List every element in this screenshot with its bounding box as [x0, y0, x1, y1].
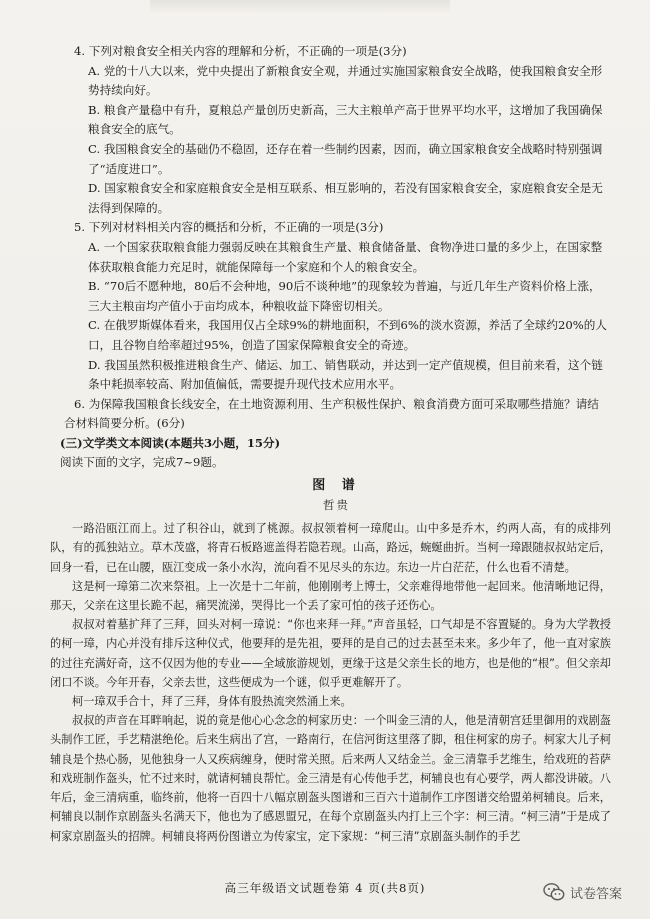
question-6: 6. 为保障我国粮食长线安全，在土地资源利用、生产积极性保护、粮食消费方面可采取哪些措施？请结合材料简要分析。(6分) — [64, 396, 599, 431]
watermark — [543, 882, 622, 902]
q4-option-a: A. 党的十八大以来，党中央提出了新粮食安全观，并通过实施国家粮食安全战略，使我国粮食安全形势持续向好。 — [88, 63, 603, 98]
q4-option-b: B. 粮食产量稳中有升，夏粮总产量创历史新高，三大主粮单产高于世界平均水平，这增加了我国确保粮食安全的底气。 — [88, 102, 603, 137]
story-author: 哲贵 — [323, 497, 350, 512]
story-paragraph: 叔叔的声音在耳畔响起，说的竟是他心心念念的柯家历史：一个叫金三清的人，他是清朝宫廷里御用的戏剧盔头制作工匠，手艺精湛绝伦。后来生病出了宫，一路南行，在信河街这里落了脚，租住柯家的房子。柯家大儿子柯辅良是个热心肠，见他独身一人又疾病缠身，便时常关照。后来两人又结金兰。金三清靠手艺维生，给戏班的苔萨和戏班制作盔头，忙不过来时，就请柯辅良帮忙。金三清是有心传他手艺，柯辅良也有心要学，两人都没讲破。八年后，金三清病重，临终前，他将一百四十八幅京剧盔头图谱和三百六十道制作工序图谱交给盟弟柯辅良。后来，柯辅良以制作京剧盔头名满天下，他也为了感恩盟兄，在每个京剧盔头内打上三个字：柯三清。“柯三清”于是成了柯家京剧盔头的招牌。柯辅良将两份图谱立为传家宝，定下家规：“柯三清”京剧盔头制作的手艺 — [50, 714, 611, 843]
scan-edge — [150, 0, 450, 14]
q5-option-d: D. 我国虽然积极推进粮食生产、储运、加工、销售联动，并达到一定产值规模，但目前来看，这个链条中耗损率较高、附加值偏低，需要提升现代技术应用水平。 — [88, 357, 603, 392]
q4-option-c: C. 我国粮食安全的基础仍不稳固，还存在着一些制约因素，因而，确立国家粮食安全战略时特别强调了“适度进口”。 — [88, 141, 603, 176]
page-footer: 高三年级语文试题卷第 4 页(共8页) — [224, 881, 426, 895]
q4-option-d: D. 国家粮食安全和家庭粮食安全是相互联系、相互影响的，若没有国家粮食安全，家庭粮食安全是无法得到保障的。 — [88, 181, 603, 215]
wechat-icon — [543, 882, 565, 902]
page-content — [50, 42, 611, 846]
question-5: 5. 下列对材料相关内容的概括和分析，不正确的一项是(3分) — [74, 220, 384, 235]
watermark-text: 试卷答案 — [569, 886, 622, 902]
question-4: 4. 下列对粮食安全相关内容的理解和分析，不正确的一项是(3分) — [74, 44, 407, 58]
story-paragraph: 柯一璋双手合十，拜了三拜，身体有股热流突然涌上来。 — [72, 695, 352, 709]
q5-option-b: B. “70后不愿种地，80后不会种地，90后不谈种地”的现象较为普遍，与近几年生产资料价格上涨，三大主粮亩均产值小于亩均成本，种粮收益下降密切相关。 — [88, 279, 601, 313]
section-instruction: 阅读下面的文字，完成7~9题。 — [60, 455, 224, 470]
story-paragraph: 叔叔对着墓扩拜了三拜，回头对柯一璋说：“你也来拜一拜。”声音虽轻，口气却是不容置疑的。身为大学教授的柯一璋，内心并没有排斥这种仪式，他要拜的是先祖，要拜的是自己的过去甚至未来。多少年了，他一直对家族的过往充满好奇，这不仅因为他的专业——全域旅游规划，更缘于这是父亲生长的地方，也是他的“根”。但父亲却闭口不谈。今年开春，父亲去世，这些便成为一个谜，似乎更难解开了。 — [50, 618, 611, 689]
story-paragraph: 这是柯一璋第二次来祭祖。上一次是十二年前，他刚刚考上博士，父亲难得地带他一起回来。他清晰地记得，那天，父亲在这里长跪不起，痛哭流涕，哭得比一个丢了家可怕的孩子还伤心。 — [50, 579, 611, 613]
story-title: 图 谱 — [312, 478, 361, 494]
section-heading: (三)文学类文本阅读(本题共3小题，15分) — [60, 435, 281, 450]
q5-option-c: C. 在俄罗斯媒体看来，我国用仅占全球9%的耕地面积，不到6%的淡水资源，养活了全球约20%的人口，且谷物自给率超过95%，创造了国家保障粮食安全的奇迹。 — [88, 318, 607, 352]
q5-option-a: A. 一个国家获取粮食能力强弱反映在其粮食生产量、粮食储备量、食物净进口量的多少上，在国家整体获取粮食能力充足时，就能保障每一个家庭和个人的粮食安全。 — [88, 239, 603, 274]
story-paragraph: 一路沿瓯江而上。过了积谷山，就到了桃源。叔叔领着柯一璋爬山。山中多是乔木，约两人高，有的成排列队，有的孤独站立。草木茂盛，将青石板路遮盖得若隐若现。山高，路远，蜿蜒曲折。当柯一璋跟随叔叔站定后，回身一看，已在山腰，瓯江变成一条小水沟，流向看不见尽头的东边。东边一片白茫茫，什么也看不清楚。 — [50, 522, 611, 574]
